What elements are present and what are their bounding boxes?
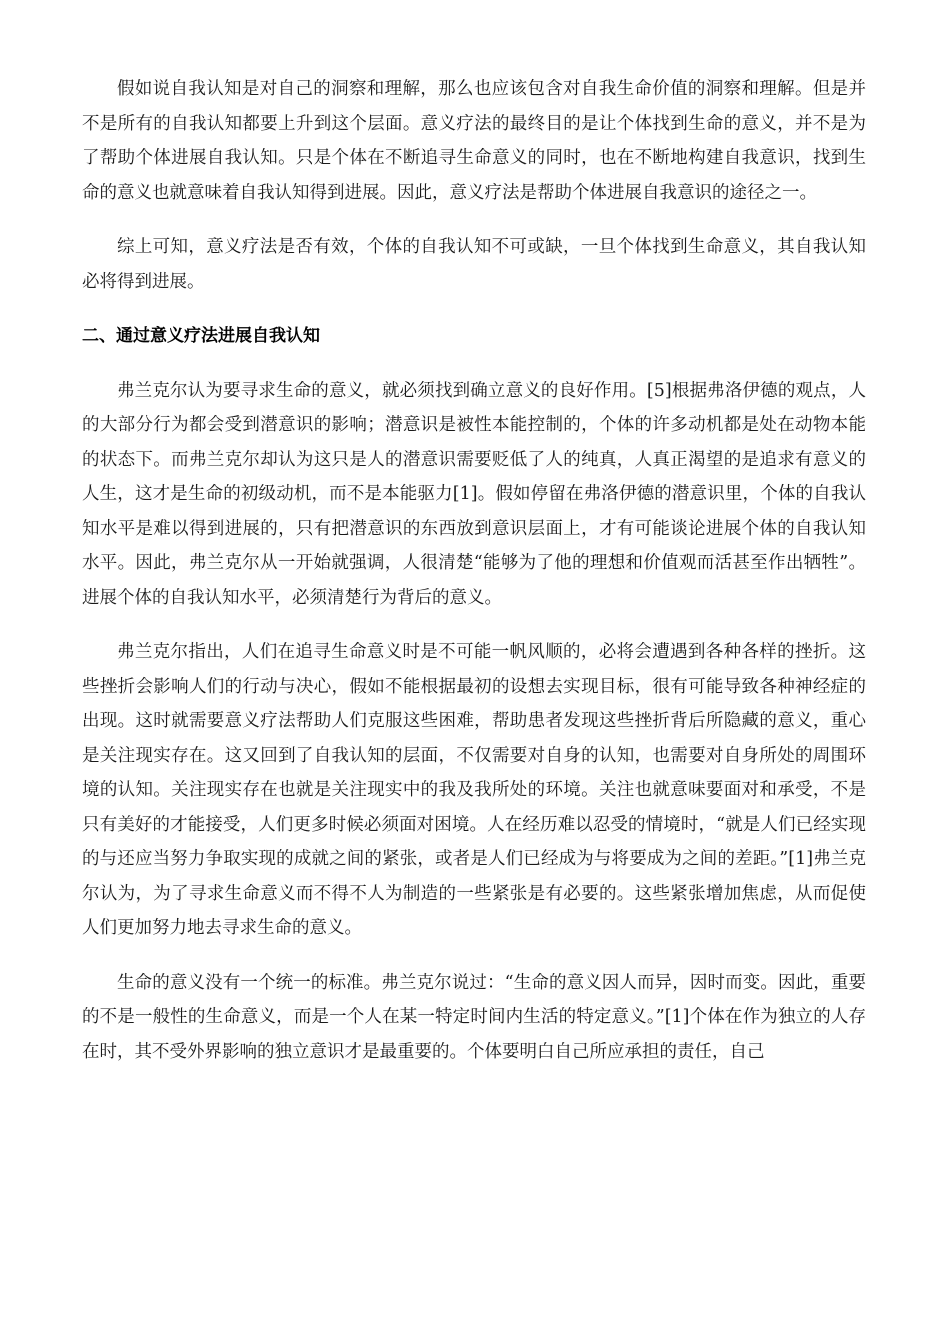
body-paragraph: 弗兰克尔认为要寻求生命的意义，就必须找到确立意义的良好作用。[5]根据弗洛伊德的观点，人的大部分行为都会受到潜意识的影响；潜意识是被性本能控制的，个体的许多动机都是处在动物本能的状态下。而弗兰克尔却认为这只是人的潜意识需要贬低了人的纯真，人真正渴望的是追求有意义的人生，这才是生命的初级动机，而不是本能驱力[1]。假如停留在弗洛伊德的潜意识里，个体的自我认知水平是难以得到进展的，只有把潜意识的东西放到意识层面上，才有可能谈论进展个体的自我认知水平。因此，弗兰克尔从一开始就强调，人很清楚“能够为了他的理想和价值观而活甚至作出牺牲”。进展个体的自我认知水平，必须清楚行为背后的意义。	[82, 380, 866, 608]
body-paragraph: 综上可知，意义疗法是否有效，个体的自我认知不可或缺，一旦个体找到生命意义，其自我认知必将得到进展。	[82, 237, 866, 292]
body-paragraph: 生命的意义没有一个统一的标准。弗兰克尔说过：“生命的意义因人而异，因时而变。因此，重要的不是一般性的生命意义，而是一个人在某一特定时间内生活的特定意义。”[1]个体在作为独立的人存在时，其不受外界影响的独立意识才是最重要的。个体要明白自己所应承担的责任，自己	[82, 972, 866, 1062]
section-heading: 二、通过意义疗法进展自我认知	[82, 326, 320, 346]
document-body	[82, 72, 866, 1089]
body-paragraph: 假如说自我认知是对自己的洞察和理解，那么也应该包含对自我生命价值的洞察和理解。但是并不是所有的自我认知都要上升到这个层面。意义疗法的最终目的是让个体找到生命的意义，并不是为了帮助个体进展自我认知。只是个体在不断追寻生命意义的同时，也在不断地构建自我意识，找到生命的意义也就意味着自我认知得到进展。因此，意义疗法是帮助个体进展自我意识的途径之一。	[82, 79, 866, 203]
body-paragraph: 弗兰克尔指出，人们在追寻生命意义时是不可能一帆风顺的，必将会遭遇到各种各样的挫折。这些挫折会影响人们的行动与决心，假如不能根据最初的设想去实现目标，很有可能导致各种神经症的出现。这时就需要意义疗法帮助人们克服这些困难，帮助患者发现这些挫折背后所隐藏的意义，重心是关注现实存在。这又回到了自我认知的层面，不仅需要对自身的认知，也需要对自身所处的周围环境的认知。关注现实存在也就是关注现实中的我及我所处的环境。关注也就意味要面对和承受，不是只有美好的才能接受，人们更多时候必须面对困境。人在经历难以忍受的情境时，“就是人们已经实现的与还应当努力争取实现的成就之间的紧张，或者是人们已经成为与将要成为之间的差距。”[1]弗兰克尔认为，为了寻求生命意义而不得不人为制造的一些紧张是有必要的。这些紧张增加焦虑，从而促使人们更加努力地去寻求生命的意义。	[82, 642, 866, 938]
